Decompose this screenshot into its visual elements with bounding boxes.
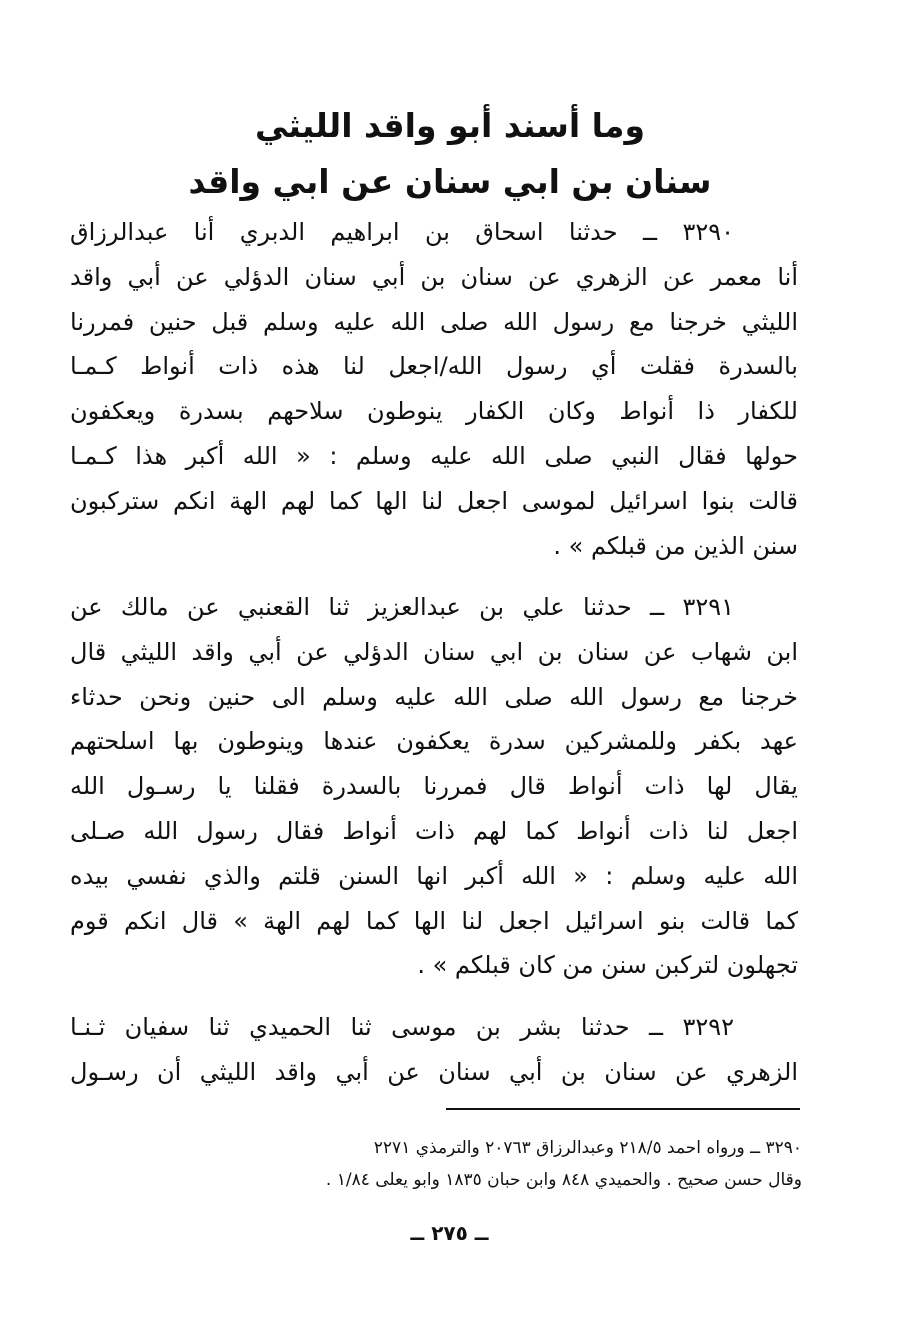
page-number: ــ ٢٧٥ ــ — [410, 1221, 489, 1245]
text-line: عهد بكفر وللمشركين سدرة يعكفون عندها وينوطون بها اسلحتهم — [70, 727, 798, 756]
text-line: أنا معمر عن الزهري عن سنان بن أبي سنان الدؤلي عن أبي واقد — [70, 262, 798, 291]
text-line: بالسدرة فقلت أي رسول الله/اجعل لنا هذه ذات أنواط كـمـا — [70, 352, 798, 381]
text-line: الليثي خرجنا مع رسول الله صلى الله عليه وسلم قبل حنين فمررنا — [70, 307, 798, 336]
text-line: حولها فقال النبي صلى الله عليه وسلم : « الله أكبر هذا كـمـا — [70, 441, 798, 470]
chapter-subtitle: سنان بن ابي سنان عن ابي واقد — [188, 162, 712, 201]
text-line: تجهلون لتركبن سنن من كان قبلكم » . — [417, 951, 798, 980]
text-line: اجعل لنا ذات أنواط كما لهم ذات أنواط فقال رسول الله صـلى — [70, 816, 798, 845]
text-line: ٣٢٩٠ ــ حدثنا اسحاق بن ابراهيم الدبري أنا عبدالرزاق — [70, 218, 734, 246]
footnote-divider — [446, 1108, 800, 1110]
text-line: للكفار ذا أنواط وكان الكفار ينوطون سلاحهم بسدرة ويعكفون — [70, 397, 798, 426]
text-line: قالت بنوا اسرائيل لموسى اجعل لنا الها كما لهم الهة انكم ستركبون — [70, 486, 798, 515]
text-line: ابن شهاب عن سنان بن ابي سنان الدؤلي عن أبي واقد الليثي قال — [70, 637, 798, 666]
text-line: ٣٢٩٢ ــ حدثنا بشر بن موسى ثنا الحميدي ثنا سفيان ثـنـا — [70, 1013, 734, 1041]
text-line: الزهري عن سنان بن أبي سنان عن أبي واقد الليثي أن رسـول — [70, 1057, 798, 1086]
hadith-paragraph-3290 — [70, 210, 798, 568]
text-line: الله عليه وسلم : « الله أكبر انها السنن قلتم والذي نفسي بيده — [70, 861, 798, 890]
text-line: كما قالت بنو اسرائيل اجعل لنا الها كما لهم الهة » قال انكم قوم — [70, 906, 798, 935]
footnote — [118, 1132, 802, 1196]
hadith-paragraph-3291 — [70, 585, 798, 988]
section-title: وما أسند أبو واقد الليثي — [255, 106, 645, 145]
text-line: خرجنا مع رسول الله صلى الله عليه وسلم الى حنين ونحن حدثاء — [70, 682, 798, 711]
text-line: سنن الذين من قبلكم » . — [553, 531, 798, 560]
text-line: يقال لها ذات أنواط قال فمررنا بالسدرة فقلنا يا رسـول الله — [70, 772, 798, 801]
footnote-line: ٣٢٩٠ ــ ورواه احمد ٢١٨/٥ وعبدالرزاق ٢٠٧٦٣ والترمذي ٢٢٧١ — [373, 1138, 802, 1158]
footnote-line: وقال حسن صحيح . والحميدي ٨٤٨ وابن حبان ١٨٣٥ وابو يعلى ١/٨٤ . — [325, 1170, 802, 1190]
text-line: ٣٢٩١ ــ حدثنا علي بن عبدالعزيز ثنا القعنبي عن مالك عن — [70, 593, 734, 621]
hadith-paragraph-3292 — [70, 1005, 798, 1095]
